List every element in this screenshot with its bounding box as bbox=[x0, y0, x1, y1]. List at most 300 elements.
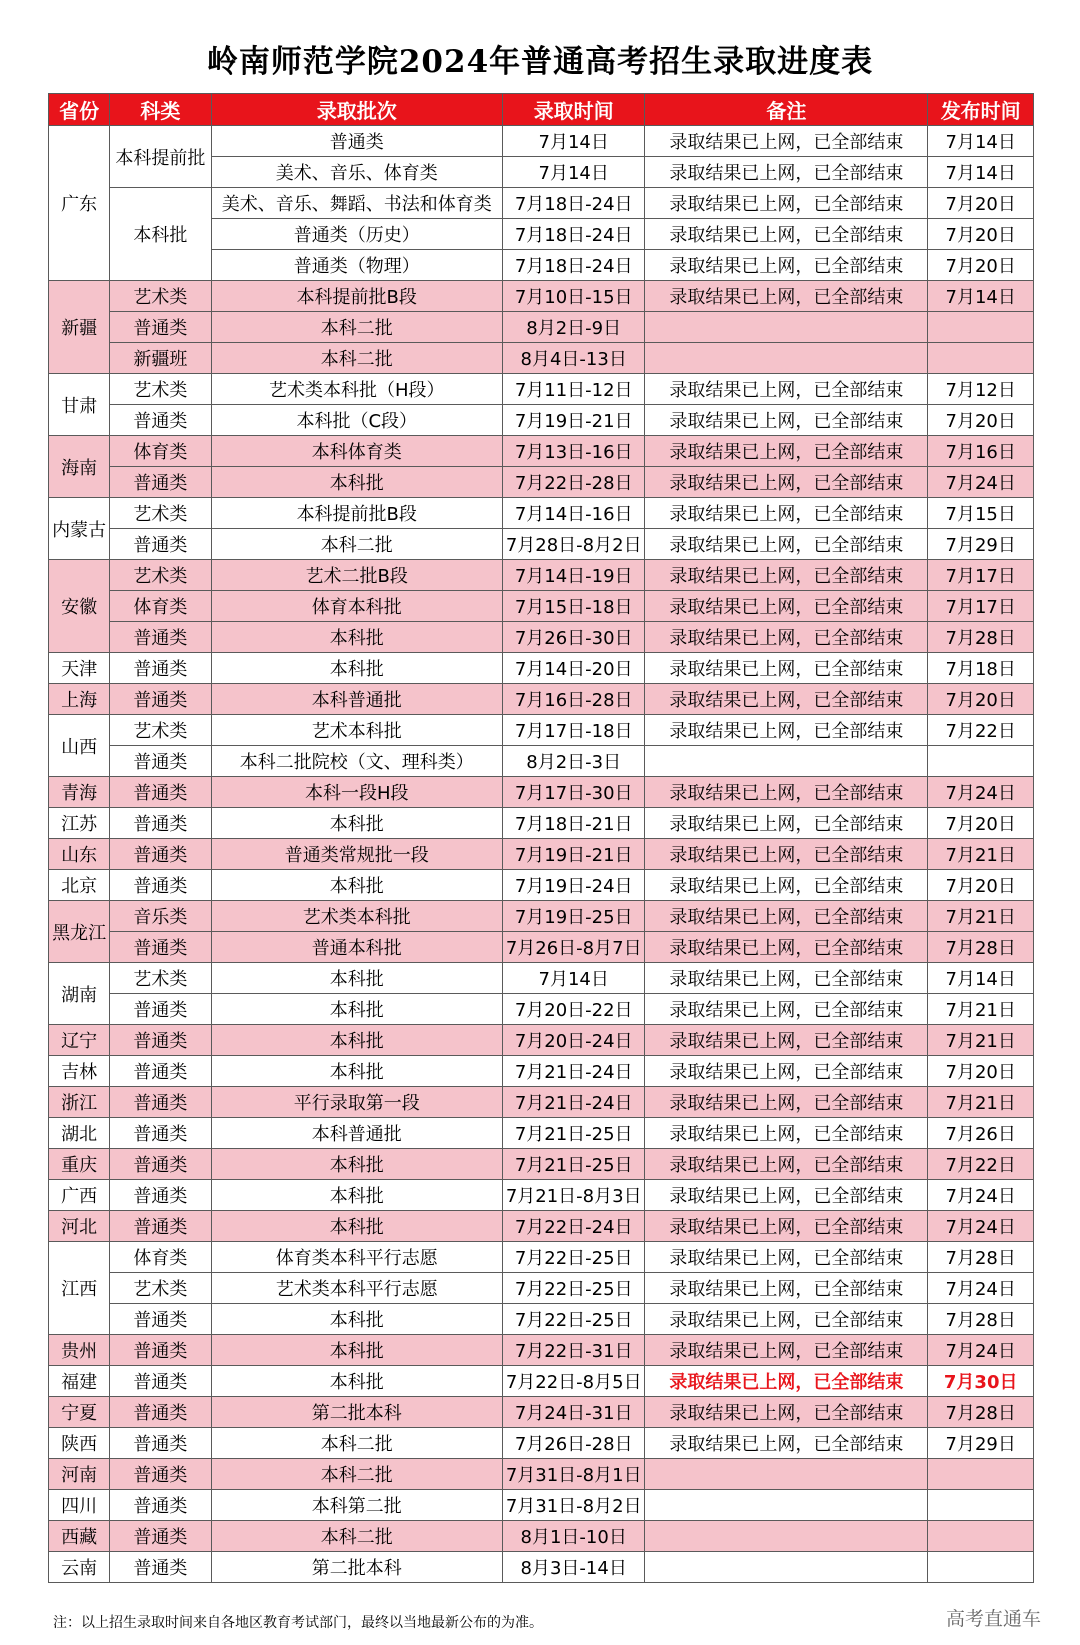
category-cell: 普通类 bbox=[110, 312, 211, 343]
table-row bbox=[49, 312, 1034, 343]
remarks-cell: 录取结果已上网，已全部结束 bbox=[645, 250, 928, 281]
release-cell: 7月21日 bbox=[928, 1025, 1034, 1056]
remarks-cell: 录取结果已上网，已全部结束 bbox=[645, 1118, 928, 1149]
release-cell: 7月28日 bbox=[928, 932, 1034, 963]
category-cell: 普通类 bbox=[110, 1397, 211, 1428]
category-cell: 艺术类 bbox=[110, 963, 211, 994]
table-row bbox=[49, 994, 1034, 1025]
time-cell: 7月14日-19日 bbox=[502, 560, 645, 591]
remarks-cell: 录取结果已上网，已全部结束 bbox=[645, 1366, 928, 1397]
batch-cell: 本科批（C段） bbox=[211, 405, 502, 436]
batch-cell: 美术、音乐、体育类 bbox=[211, 157, 502, 188]
release-cell: 7月15日 bbox=[928, 498, 1034, 529]
time-cell: 7月26日-8月7日 bbox=[502, 932, 645, 963]
batch-cell: 本科批 bbox=[211, 1180, 502, 1211]
category-cell: 普通类 bbox=[110, 622, 211, 653]
province-cell: 贵州 bbox=[49, 1335, 110, 1366]
province-cell: 重庆 bbox=[49, 1149, 110, 1180]
remarks-cell: 录取结果已上网，已全部结束 bbox=[645, 1304, 928, 1335]
category-cell: 本科批 bbox=[110, 188, 211, 281]
time-cell: 7月20日-22日 bbox=[502, 994, 645, 1025]
table-row bbox=[49, 281, 1034, 312]
time-cell: 7月18日-21日 bbox=[502, 808, 645, 839]
time-cell: 7月22日-25日 bbox=[502, 1273, 645, 1304]
remarks-cell: 录取结果已上网，已全部结束 bbox=[645, 1397, 928, 1428]
category-cell: 普通类 bbox=[110, 1180, 211, 1211]
category-cell: 艺术类 bbox=[110, 560, 211, 591]
time-cell: 7月22日-8月5日 bbox=[502, 1366, 645, 1397]
remarks-cell: 录取结果已上网，已全部结束 bbox=[645, 591, 928, 622]
category-cell: 普通类 bbox=[110, 467, 211, 498]
release-cell: 7月24日 bbox=[928, 777, 1034, 808]
release-cell: 7月24日 bbox=[928, 1180, 1034, 1211]
batch-cell: 本科二批 bbox=[211, 1521, 502, 1552]
category-cell: 普通类 bbox=[110, 1304, 211, 1335]
table-row bbox=[49, 901, 1034, 932]
category-cell: 新疆班 bbox=[110, 343, 211, 374]
table-row bbox=[49, 1428, 1034, 1459]
time-cell: 7月19日-24日 bbox=[502, 870, 645, 901]
category-cell: 艺术类 bbox=[110, 281, 211, 312]
batch-cell: 艺术类本科批（H段） bbox=[211, 374, 502, 405]
table-row bbox=[49, 870, 1034, 901]
category-cell: 艺术类 bbox=[110, 498, 211, 529]
category-cell: 普通类 bbox=[110, 1521, 211, 1552]
batch-cell: 本科批 bbox=[211, 1025, 502, 1056]
table-row bbox=[49, 1335, 1034, 1366]
batch-cell: 本科批 bbox=[211, 622, 502, 653]
time-cell: 7月13日-16日 bbox=[502, 436, 645, 467]
province-cell: 福建 bbox=[49, 1366, 110, 1397]
release-cell: 7月29日 bbox=[928, 529, 1034, 560]
release-cell bbox=[928, 1490, 1034, 1521]
header-admission-time: 录取时间 bbox=[502, 94, 645, 126]
remarks-cell: 录取结果已上网，已全部结束 bbox=[645, 157, 928, 188]
remarks-cell: 录取结果已上网，已全部结束 bbox=[645, 622, 928, 653]
remarks-cell: 录取结果已上网，已全部结束 bbox=[645, 219, 928, 250]
category-cell: 本科提前批 bbox=[110, 126, 211, 188]
remarks-cell: 录取结果已上网，已全部结束 bbox=[645, 405, 928, 436]
remarks-cell: 录取结果已上网，已全部结束 bbox=[645, 1242, 928, 1273]
release-cell: 7月18日 bbox=[928, 653, 1034, 684]
remarks-cell: 录取结果已上网，已全部结束 bbox=[645, 1211, 928, 1242]
batch-cell: 普通类（物理） bbox=[211, 250, 502, 281]
batch-cell: 本科普通批 bbox=[211, 1118, 502, 1149]
province-cell: 安徽 bbox=[49, 560, 110, 653]
release-cell bbox=[928, 312, 1034, 343]
remarks-cell: 录取结果已上网，已全部结束 bbox=[645, 715, 928, 746]
release-cell: 7月20日 bbox=[928, 808, 1034, 839]
release-cell: 7月29日 bbox=[928, 1428, 1034, 1459]
province-cell: 山东 bbox=[49, 839, 110, 870]
remarks-cell: 录取结果已上网，已全部结束 bbox=[645, 932, 928, 963]
batch-cell: 本科批 bbox=[211, 1211, 502, 1242]
province-cell: 广西 bbox=[49, 1180, 110, 1211]
time-cell: 7月22日-25日 bbox=[502, 1242, 645, 1273]
time-cell: 8月2日-9日 bbox=[502, 312, 645, 343]
table-row bbox=[49, 1180, 1034, 1211]
table-row bbox=[49, 1490, 1034, 1521]
remarks-cell: 录取结果已上网，已全部结束 bbox=[645, 994, 928, 1025]
province-cell: 黑龙江 bbox=[49, 901, 110, 963]
batch-cell: 本科二批 bbox=[211, 312, 502, 343]
time-cell: 7月16日-28日 bbox=[502, 684, 645, 715]
category-cell: 音乐类 bbox=[110, 901, 211, 932]
province-cell: 海南 bbox=[49, 436, 110, 498]
remarks-cell: 录取结果已上网，已全部结束 bbox=[645, 777, 928, 808]
province-cell: 云南 bbox=[49, 1552, 110, 1583]
remarks-cell: 录取结果已上网，已全部结束 bbox=[645, 560, 928, 591]
time-cell: 7月17日-18日 bbox=[502, 715, 645, 746]
remarks-cell: 录取结果已上网，已全部结束 bbox=[645, 126, 928, 157]
remarks-cell: 录取结果已上网，已全部结束 bbox=[645, 529, 928, 560]
release-cell: 7月30日 bbox=[928, 1366, 1034, 1397]
batch-cell: 本科提前批B段 bbox=[211, 498, 502, 529]
province-cell: 新疆 bbox=[49, 281, 110, 374]
category-cell: 普通类 bbox=[110, 839, 211, 870]
province-cell: 河南 bbox=[49, 1459, 110, 1490]
batch-cell: 本科提前批B段 bbox=[211, 281, 502, 312]
time-cell: 7月14日 bbox=[502, 157, 645, 188]
batch-cell: 本科批 bbox=[211, 994, 502, 1025]
category-cell: 普通类 bbox=[110, 932, 211, 963]
release-cell: 7月28日 bbox=[928, 1304, 1034, 1335]
category-cell: 普通类 bbox=[110, 529, 211, 560]
release-cell: 7月14日 bbox=[928, 281, 1034, 312]
release-cell: 7月20日 bbox=[928, 1056, 1034, 1087]
province-cell: 河北 bbox=[49, 1211, 110, 1242]
table-row bbox=[49, 1242, 1034, 1273]
release-cell: 7月16日 bbox=[928, 436, 1034, 467]
category-cell: 普通类 bbox=[110, 1428, 211, 1459]
remarks-cell: 录取结果已上网，已全部结束 bbox=[645, 901, 928, 932]
province-cell: 吉林 bbox=[49, 1056, 110, 1087]
table-row bbox=[49, 715, 1034, 746]
category-cell: 普通类 bbox=[110, 1552, 211, 1583]
release-cell: 7月20日 bbox=[928, 188, 1034, 219]
release-cell: 7月24日 bbox=[928, 1335, 1034, 1366]
admission-progress-table bbox=[48, 93, 1034, 1583]
province-cell: 湖南 bbox=[49, 963, 110, 1025]
remarks-cell bbox=[645, 312, 928, 343]
release-cell: 7月22日 bbox=[928, 1149, 1034, 1180]
batch-cell: 本科二批 bbox=[211, 1428, 502, 1459]
remarks-cell: 录取结果已上网，已全部结束 bbox=[645, 653, 928, 684]
release-cell: 7月17日 bbox=[928, 591, 1034, 622]
release-cell: 7月14日 bbox=[928, 126, 1034, 157]
time-cell: 7月21日-24日 bbox=[502, 1087, 645, 1118]
release-cell: 7月21日 bbox=[928, 839, 1034, 870]
table-row bbox=[49, 529, 1034, 560]
table-row bbox=[49, 839, 1034, 870]
release-cell: 7月20日 bbox=[928, 405, 1034, 436]
province-cell: 甘肃 bbox=[49, 374, 110, 436]
remarks-cell: 录取结果已上网，已全部结束 bbox=[645, 1025, 928, 1056]
time-cell: 7月26日-30日 bbox=[502, 622, 645, 653]
release-cell: 7月20日 bbox=[928, 684, 1034, 715]
table-row bbox=[49, 1366, 1034, 1397]
table-row bbox=[49, 343, 1034, 374]
batch-cell: 本科二批 bbox=[211, 529, 502, 560]
batch-cell: 本科批 bbox=[211, 1335, 502, 1366]
release-cell: 7月28日 bbox=[928, 622, 1034, 653]
time-cell: 7月14日-16日 bbox=[502, 498, 645, 529]
time-cell: 8月2日-3日 bbox=[502, 746, 645, 777]
category-cell: 普通类 bbox=[110, 1087, 211, 1118]
category-cell: 艺术类 bbox=[110, 1273, 211, 1304]
watermark: 高考直通车 bbox=[946, 1608, 1042, 1630]
table-row bbox=[49, 1521, 1034, 1552]
batch-cell: 本科二批 bbox=[211, 343, 502, 374]
table-row bbox=[49, 1304, 1034, 1335]
release-cell: 7月26日 bbox=[928, 1118, 1034, 1149]
batch-cell: 本科批 bbox=[211, 870, 502, 901]
batch-cell: 体育本科批 bbox=[211, 591, 502, 622]
release-cell: 7月17日 bbox=[928, 560, 1034, 591]
time-cell: 7月22日-28日 bbox=[502, 467, 645, 498]
release-cell: 7月22日 bbox=[928, 715, 1034, 746]
batch-cell: 本科第二批 bbox=[211, 1490, 502, 1521]
remarks-cell: 录取结果已上网，已全部结束 bbox=[645, 963, 928, 994]
province-cell: 内蒙古 bbox=[49, 498, 110, 560]
release-cell: 7月12日 bbox=[928, 374, 1034, 405]
time-cell: 7月17日-30日 bbox=[502, 777, 645, 808]
time-cell: 8月3日-14日 bbox=[502, 1552, 645, 1583]
remarks-cell: 录取结果已上网，已全部结束 bbox=[645, 1273, 928, 1304]
batch-cell: 普通类（历史） bbox=[211, 219, 502, 250]
remarks-cell: 录取结果已上网，已全部结束 bbox=[645, 839, 928, 870]
batch-cell: 体育类本科平行志愿 bbox=[211, 1242, 502, 1273]
table-row bbox=[49, 436, 1034, 467]
remarks-cell bbox=[645, 1490, 928, 1521]
remarks-cell: 录取结果已上网，已全部结束 bbox=[645, 436, 928, 467]
time-cell: 7月21日-8月3日 bbox=[502, 1180, 645, 1211]
category-cell: 普通类 bbox=[110, 870, 211, 901]
batch-cell: 普通类 bbox=[211, 126, 502, 157]
table-row bbox=[49, 777, 1034, 808]
remarks-cell: 录取结果已上网，已全部结束 bbox=[645, 374, 928, 405]
table-row bbox=[49, 1149, 1034, 1180]
table-row bbox=[49, 1459, 1034, 1490]
category-cell: 体育类 bbox=[110, 591, 211, 622]
table-row bbox=[49, 1552, 1034, 1583]
time-cell: 7月22日-31日 bbox=[502, 1335, 645, 1366]
province-cell: 江苏 bbox=[49, 808, 110, 839]
table-row bbox=[49, 498, 1034, 529]
batch-cell: 艺术本科批 bbox=[211, 715, 502, 746]
time-cell: 7月21日-25日 bbox=[502, 1149, 645, 1180]
time-cell: 7月14日 bbox=[502, 963, 645, 994]
table-row bbox=[49, 1087, 1034, 1118]
table-row bbox=[49, 374, 1034, 405]
category-cell: 普通类 bbox=[110, 1366, 211, 1397]
category-cell: 普通类 bbox=[110, 808, 211, 839]
time-cell: 7月21日-24日 bbox=[502, 1056, 645, 1087]
time-cell: 7月22日-24日 bbox=[502, 1211, 645, 1242]
remarks-cell: 录取结果已上网，已全部结束 bbox=[645, 870, 928, 901]
batch-cell: 普通本科批 bbox=[211, 932, 502, 963]
province-cell: 四川 bbox=[49, 1490, 110, 1521]
release-cell: 7月20日 bbox=[928, 219, 1034, 250]
remarks-cell: 录取结果已上网，已全部结束 bbox=[645, 188, 928, 219]
time-cell: 7月26日-28日 bbox=[502, 1428, 645, 1459]
category-cell: 艺术类 bbox=[110, 374, 211, 405]
release-cell: 7月24日 bbox=[928, 1211, 1034, 1242]
time-cell: 7月22日-25日 bbox=[502, 1304, 645, 1335]
time-cell: 8月4日-13日 bbox=[502, 343, 645, 374]
time-cell: 7月24日-31日 bbox=[502, 1397, 645, 1428]
batch-cell: 第二批本科 bbox=[211, 1552, 502, 1583]
batch-cell: 平行录取第一段 bbox=[211, 1087, 502, 1118]
category-cell: 体育类 bbox=[110, 1242, 211, 1273]
province-cell: 西藏 bbox=[49, 1521, 110, 1552]
batch-cell: 本科批 bbox=[211, 653, 502, 684]
time-cell: 8月1日-10日 bbox=[502, 1521, 645, 1552]
release-cell: 7月28日 bbox=[928, 1397, 1034, 1428]
remarks-cell bbox=[645, 1459, 928, 1490]
table-row bbox=[49, 591, 1034, 622]
batch-cell: 艺术二批B段 bbox=[211, 560, 502, 591]
footnote: 注：以上招生录取时间来自各地区教育考试部门，最终以当地最新公布的为准。 bbox=[53, 1615, 543, 1631]
batch-cell: 本科批 bbox=[211, 963, 502, 994]
table-row bbox=[49, 1118, 1034, 1149]
table-row bbox=[49, 126, 1034, 157]
batch-cell: 本科批 bbox=[211, 1149, 502, 1180]
batch-cell: 本科体育类 bbox=[211, 436, 502, 467]
release-cell: 7月20日 bbox=[928, 870, 1034, 901]
header-province: 省份 bbox=[49, 94, 110, 126]
category-cell: 普通类 bbox=[110, 1149, 211, 1180]
batch-cell: 本科批 bbox=[211, 1366, 502, 1397]
batch-cell: 本科批 bbox=[211, 1056, 502, 1087]
time-cell: 7月19日-25日 bbox=[502, 901, 645, 932]
release-cell bbox=[928, 343, 1034, 374]
batch-cell: 本科二批院校（文、理科类） bbox=[211, 746, 502, 777]
category-cell: 普通类 bbox=[110, 1459, 211, 1490]
release-cell: 7月21日 bbox=[928, 901, 1034, 932]
time-cell: 7月10日-15日 bbox=[502, 281, 645, 312]
remarks-cell: 录取结果已上网，已全部结束 bbox=[645, 467, 928, 498]
batch-cell: 本科批 bbox=[211, 808, 502, 839]
table-row bbox=[49, 467, 1034, 498]
table-row bbox=[49, 560, 1034, 591]
category-cell: 普通类 bbox=[110, 1490, 211, 1521]
batch-cell: 第二批本科 bbox=[211, 1397, 502, 1428]
remarks-cell: 录取结果已上网，已全部结束 bbox=[645, 498, 928, 529]
release-cell: 7月24日 bbox=[928, 1273, 1034, 1304]
category-cell: 体育类 bbox=[110, 436, 211, 467]
category-cell: 普通类 bbox=[110, 994, 211, 1025]
table-row bbox=[49, 1397, 1034, 1428]
category-cell: 普通类 bbox=[110, 777, 211, 808]
batch-cell: 本科批 bbox=[211, 467, 502, 498]
table-row bbox=[49, 808, 1034, 839]
batch-cell: 本科一段H段 bbox=[211, 777, 502, 808]
category-cell: 普通类 bbox=[110, 405, 211, 436]
province-cell: 陕西 bbox=[49, 1428, 110, 1459]
batch-cell: 艺术类本科平行志愿 bbox=[211, 1273, 502, 1304]
batch-cell: 艺术类本科批 bbox=[211, 901, 502, 932]
time-cell: 7月11日-12日 bbox=[502, 374, 645, 405]
release-cell bbox=[928, 746, 1034, 777]
remarks-cell: 录取结果已上网，已全部结束 bbox=[645, 1087, 928, 1118]
time-cell: 7月18日-24日 bbox=[502, 188, 645, 219]
table-row bbox=[49, 1056, 1034, 1087]
remarks-cell: 录取结果已上网，已全部结束 bbox=[645, 808, 928, 839]
province-cell: 浙江 bbox=[49, 1087, 110, 1118]
release-cell bbox=[928, 1552, 1034, 1583]
remarks-cell: 录取结果已上网，已全部结束 bbox=[645, 1056, 928, 1087]
table-row bbox=[49, 1025, 1034, 1056]
table-row bbox=[49, 932, 1034, 963]
release-cell bbox=[928, 1521, 1034, 1552]
time-cell: 7月20日-24日 bbox=[502, 1025, 645, 1056]
table-row bbox=[49, 653, 1034, 684]
time-cell: 7月21日-25日 bbox=[502, 1118, 645, 1149]
header-category: 科类 bbox=[110, 94, 211, 126]
time-cell: 7月14日 bbox=[502, 126, 645, 157]
release-cell: 7月28日 bbox=[928, 1242, 1034, 1273]
table-row bbox=[49, 746, 1034, 777]
header-batch: 录取批次 bbox=[211, 94, 502, 126]
release-cell: 7月21日 bbox=[928, 994, 1034, 1025]
release-cell: 7月20日 bbox=[928, 250, 1034, 281]
category-cell: 普通类 bbox=[110, 1335, 211, 1366]
remarks-cell bbox=[645, 1552, 928, 1583]
province-cell: 北京 bbox=[49, 870, 110, 901]
time-cell: 7月31日-8月2日 bbox=[502, 1490, 645, 1521]
remarks-cell bbox=[645, 746, 928, 777]
time-cell: 7月31日-8月1日 bbox=[502, 1459, 645, 1490]
table-row bbox=[49, 684, 1034, 715]
category-cell: 普通类 bbox=[110, 1118, 211, 1149]
province-cell: 湖北 bbox=[49, 1118, 110, 1149]
batch-cell: 本科二批 bbox=[211, 1459, 502, 1490]
category-cell: 普通类 bbox=[110, 1056, 211, 1087]
category-cell: 普通类 bbox=[110, 746, 211, 777]
category-cell: 艺术类 bbox=[110, 715, 211, 746]
release-cell bbox=[928, 1459, 1034, 1490]
category-cell: 普通类 bbox=[110, 684, 211, 715]
remarks-cell: 录取结果已上网，已全部结束 bbox=[645, 684, 928, 715]
time-cell: 7月18日-24日 bbox=[502, 219, 645, 250]
province-cell: 宁夏 bbox=[49, 1397, 110, 1428]
province-cell: 天津 bbox=[49, 653, 110, 684]
province-cell: 江西 bbox=[49, 1242, 110, 1335]
province-cell: 山西 bbox=[49, 715, 110, 777]
remarks-cell bbox=[645, 1521, 928, 1552]
table-row bbox=[49, 622, 1034, 653]
table-row bbox=[49, 963, 1034, 994]
remarks-cell: 录取结果已上网，已全部结束 bbox=[645, 281, 928, 312]
remarks-cell: 录取结果已上网，已全部结束 bbox=[645, 1180, 928, 1211]
release-cell: 7月21日 bbox=[928, 1087, 1034, 1118]
remarks-cell bbox=[645, 343, 928, 374]
batch-cell: 美术、音乐、舞蹈、书法和体育类 bbox=[211, 188, 502, 219]
time-cell: 7月15日-18日 bbox=[502, 591, 645, 622]
page-title: 岭南师范学院2024年普通高考招生录取进度表 bbox=[206, 44, 874, 80]
province-cell: 广东 bbox=[49, 126, 110, 281]
time-cell: 7月28日-8月2日 bbox=[502, 529, 645, 560]
category-cell: 普通类 bbox=[110, 1211, 211, 1242]
province-cell: 青海 bbox=[49, 777, 110, 808]
remarks-cell: 录取结果已上网，已全部结束 bbox=[645, 1428, 928, 1459]
table-row bbox=[49, 1273, 1034, 1304]
table-row bbox=[49, 1211, 1034, 1242]
batch-cell: 本科普通批 bbox=[211, 684, 502, 715]
time-cell: 7月19日-21日 bbox=[502, 405, 645, 436]
province-cell: 辽宁 bbox=[49, 1025, 110, 1056]
